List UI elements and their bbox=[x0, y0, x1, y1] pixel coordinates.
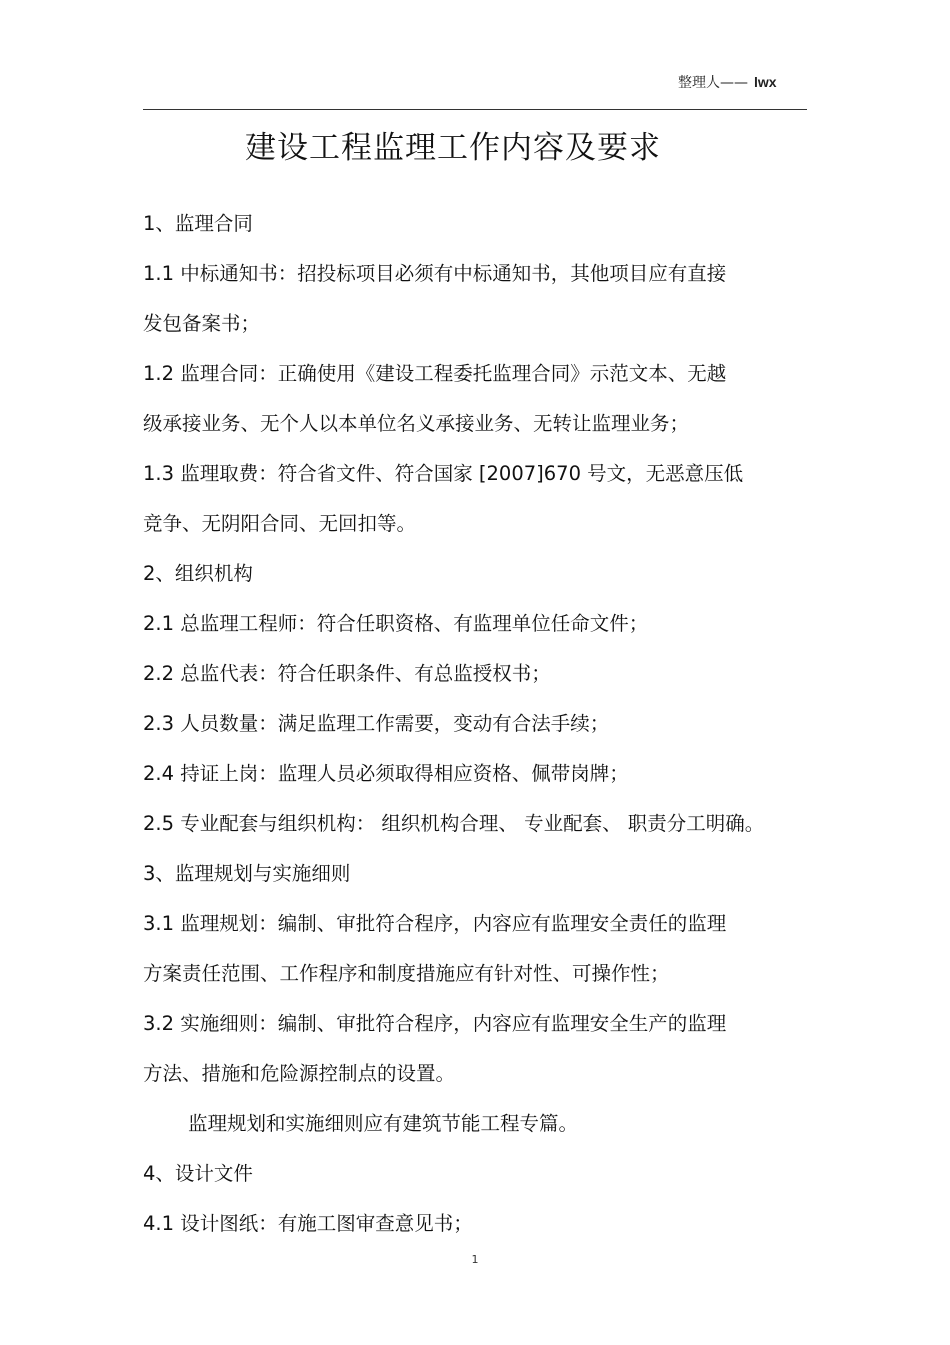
section-heading-2: 2、组织机构 bbox=[143, 562, 253, 585]
header-note bbox=[678, 72, 777, 92]
paragraph-1-2-line-2: 级承接业务、无个人以本单位名义承接业务、无转让监理业务； bbox=[143, 412, 690, 435]
paragraph-2-4: 2.4 持证上岗：监理人员必须取得相应资格、佩带岗牌； bbox=[143, 762, 629, 785]
paragraph-3-1-line-2: 方案责任范围、工作程序和制度措施应有针对性、可操作性； bbox=[143, 962, 670, 985]
paragraph-1-2-line-1: 1.2 监理合同：正确使用《建设工程委托监理合同》示范文本、无越 bbox=[143, 362, 727, 385]
page-number: 1 bbox=[471, 1253, 479, 1266]
paragraph-2-5: 2.5 专业配套与组织机构： 组织机构合理、 专业配套、 职责分工明确。 bbox=[143, 812, 765, 835]
paragraph-4-1: 4.1 设计图纸：有施工图审查意见书； bbox=[143, 1212, 473, 1235]
document-title: 建设工程监理工作内容及要求 bbox=[245, 130, 661, 166]
header-author: lwx bbox=[754, 74, 777, 90]
section-heading-3: 3、监理规划与实施细则 bbox=[143, 862, 351, 885]
paragraph-3-2-line-2: 方法、措施和危险源控制点的设置。 bbox=[143, 1062, 456, 1085]
paragraph-1-1-line-2: 发包备案书； bbox=[143, 312, 261, 335]
paragraph-2-1: 2.1 总监理工程师：符合任职资格、有监理单位任命文件； bbox=[143, 612, 649, 635]
header-prefix: 整理人—— bbox=[678, 75, 748, 91]
section-heading-4: 4、设计文件 bbox=[143, 1162, 253, 1185]
paragraph-2-2: 2.2 总监代表：符合任职条件、有总监授权书； bbox=[143, 662, 551, 685]
paragraph-1-3-line-1: 1.3 监理取费：符合省文件、符合国家 [2007]670 号文，无恶意压低 bbox=[143, 462, 744, 485]
paragraph-3-2-line-1: 3.2 实施细则：编制、审批符合程序，内容应有监理安全生产的监理 bbox=[143, 1012, 727, 1035]
paragraph-1-1-line-1: 1.1 中标通知书：招投标项目必须有中标通知书，其他项目应有直接 bbox=[143, 262, 727, 285]
section-heading-1: 1、监理合同 bbox=[143, 212, 253, 235]
header-divider bbox=[143, 109, 807, 110]
paragraph-3-1-line-1: 3.1 监理规划：编制、审批符合程序，内容应有监理安全责任的监理 bbox=[143, 912, 727, 935]
paragraph-note: 监理规划和实施细则应有建筑节能工程专篇。 bbox=[188, 1112, 579, 1135]
document-body bbox=[143, 199, 823, 1249]
paragraph-2-3: 2.3 人员数量：满足监理工作需要，变动有合法手续； bbox=[143, 712, 610, 735]
paragraph-1-3-line-2: 竞争、无阴阳合同、无回扣等。 bbox=[143, 512, 417, 535]
